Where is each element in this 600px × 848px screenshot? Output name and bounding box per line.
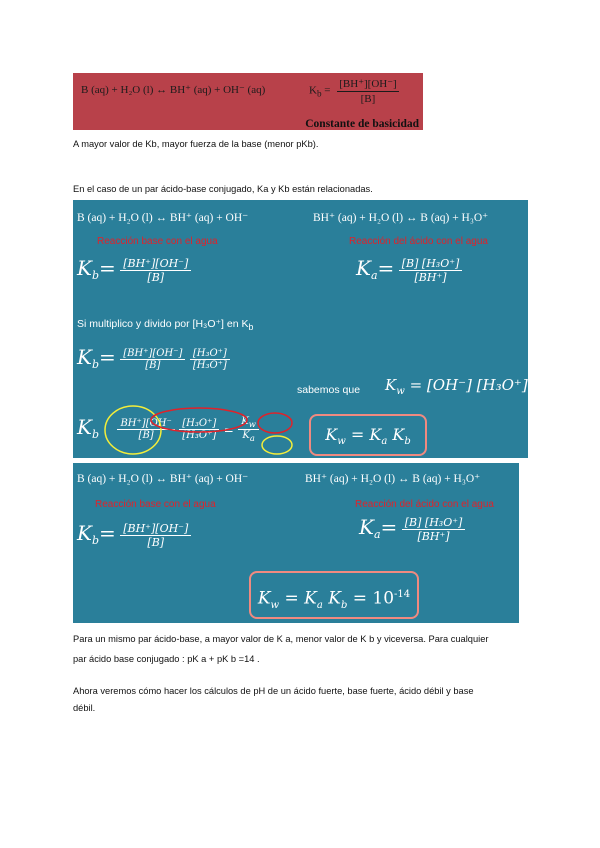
ka-kb-derivation-panel xyxy=(73,200,528,458)
basicity-constant-banner xyxy=(73,73,423,130)
paragraph-kb-strength: A mayor valor de Kb, mayor fuerza de la base (menor pKb). xyxy=(73,139,319,149)
red-ellipse-kw xyxy=(258,413,292,433)
yellow-ellipse-ka xyxy=(262,436,292,454)
banner-caption: Constante de basicidad xyxy=(305,118,419,130)
acid-reaction-label: Reacción del ácido con el agua xyxy=(349,236,488,247)
ka-definition: $K_a=$ $\frac{\text{[B] [H₃O⁺]}}{[BH^+]}$ xyxy=(356,256,462,284)
paragraph-next-topic-cont: débil. xyxy=(73,703,96,713)
sabemos-que-label: sabemos que xyxy=(297,384,361,396)
ka-definition-2: $K_a=$ $\frac{\text{[B] [H₃O⁺]}}{[BH^+]}$ xyxy=(359,515,465,543)
paragraph-ka-kb-relation: En el caso de un par ácido-base conjugado, Ka y Kb están relacionadas. xyxy=(73,184,373,194)
kb-multiplied: $K_b=$ $\frac{[BH^+][OH^-]}{[B]}$ $\frac{\text{[H₃O⁺]}}{\text{[H₃O⁺]}}$ xyxy=(77,345,230,371)
paragraph-pair-rule-cont: par ácido base conjugado : pK a + pK b =14 . xyxy=(73,654,260,664)
annotation-ellipses xyxy=(73,398,313,458)
base-water-equation: B (aq) + H₂O (l) ↔ BH⁺ (aq) + OH⁻ (aq) xyxy=(81,84,266,96)
kw-relation-panel xyxy=(73,463,519,623)
red-ellipse-center xyxy=(151,408,247,432)
acid-reaction-label-2: Reacción del ácido con el agua xyxy=(355,499,494,510)
base-reaction-equation: B (aq) + H₂O (l) ↔ BH⁺ (aq) + OH⁻ xyxy=(77,212,249,224)
acid-reaction-equation-2: BH⁺ (aq) + H₂O (l) ↔ B (aq) + H₃O⁺ xyxy=(305,473,481,485)
base-reaction-label: Reacción base con el agua xyxy=(97,236,218,247)
yellow-ellipse-left xyxy=(105,406,161,454)
base-reaction-equation-2: B (aq) + H₂O (l) ↔ BH⁺ (aq) + OH⁻ xyxy=(77,473,249,485)
acid-reaction-equation: BH⁺ (aq) + H₂O (l) ↔ B (aq) + H₃O⁺ xyxy=(313,212,489,224)
kb-fraction: $\frac{[BH^+][OH^-]}{[B]}$ xyxy=(339,78,397,105)
paragraph-pair-rule: Para un mismo par ácido-base, a mayor valor de K a, menor valor de K b y viceversa. Para cualquier xyxy=(73,634,489,644)
kb-rearranged: $K_b$ $\frac{BH^+][OH^-}{[B]}$ $\frac{\text{[H₃O⁺]}}{\text{[H₃O⁺]}}$ = $\frac{K_w}{K_a}$ xyxy=(77,415,259,443)
kb-definition: $K_b=$ $\frac{[BH^+][OH^-]}{[B]}$ xyxy=(77,256,191,284)
kb-definition-2: $K_b=$ $\frac{[BH^+][OH^-]}{[B]}$ xyxy=(77,521,191,549)
kb-expression: $K_b$ = $\frac{[BH^+][OH^-]}{[B]}$ xyxy=(309,78,397,105)
paragraph-next-topic: Ahora veremos cómo hacer los cálculos de pH de un ácido fuerte, base fuerte, ácido débil y base xyxy=(73,686,474,696)
kw-ka-kb-box: $K_w = K_a$ $K_b$ xyxy=(309,414,427,456)
multiply-divide-note: Si multiplico y divido por [H₃O⁺] en $K_b$ xyxy=(77,318,254,333)
kw-definition: $K_w = [OH^-]$ [H₃O⁺] xyxy=(385,376,528,397)
kw-value-box: $K_w = K_a$ $K_b = 10^{-14}$ xyxy=(249,571,419,619)
base-reaction-label-2: Reacción base con el agua xyxy=(95,499,216,510)
